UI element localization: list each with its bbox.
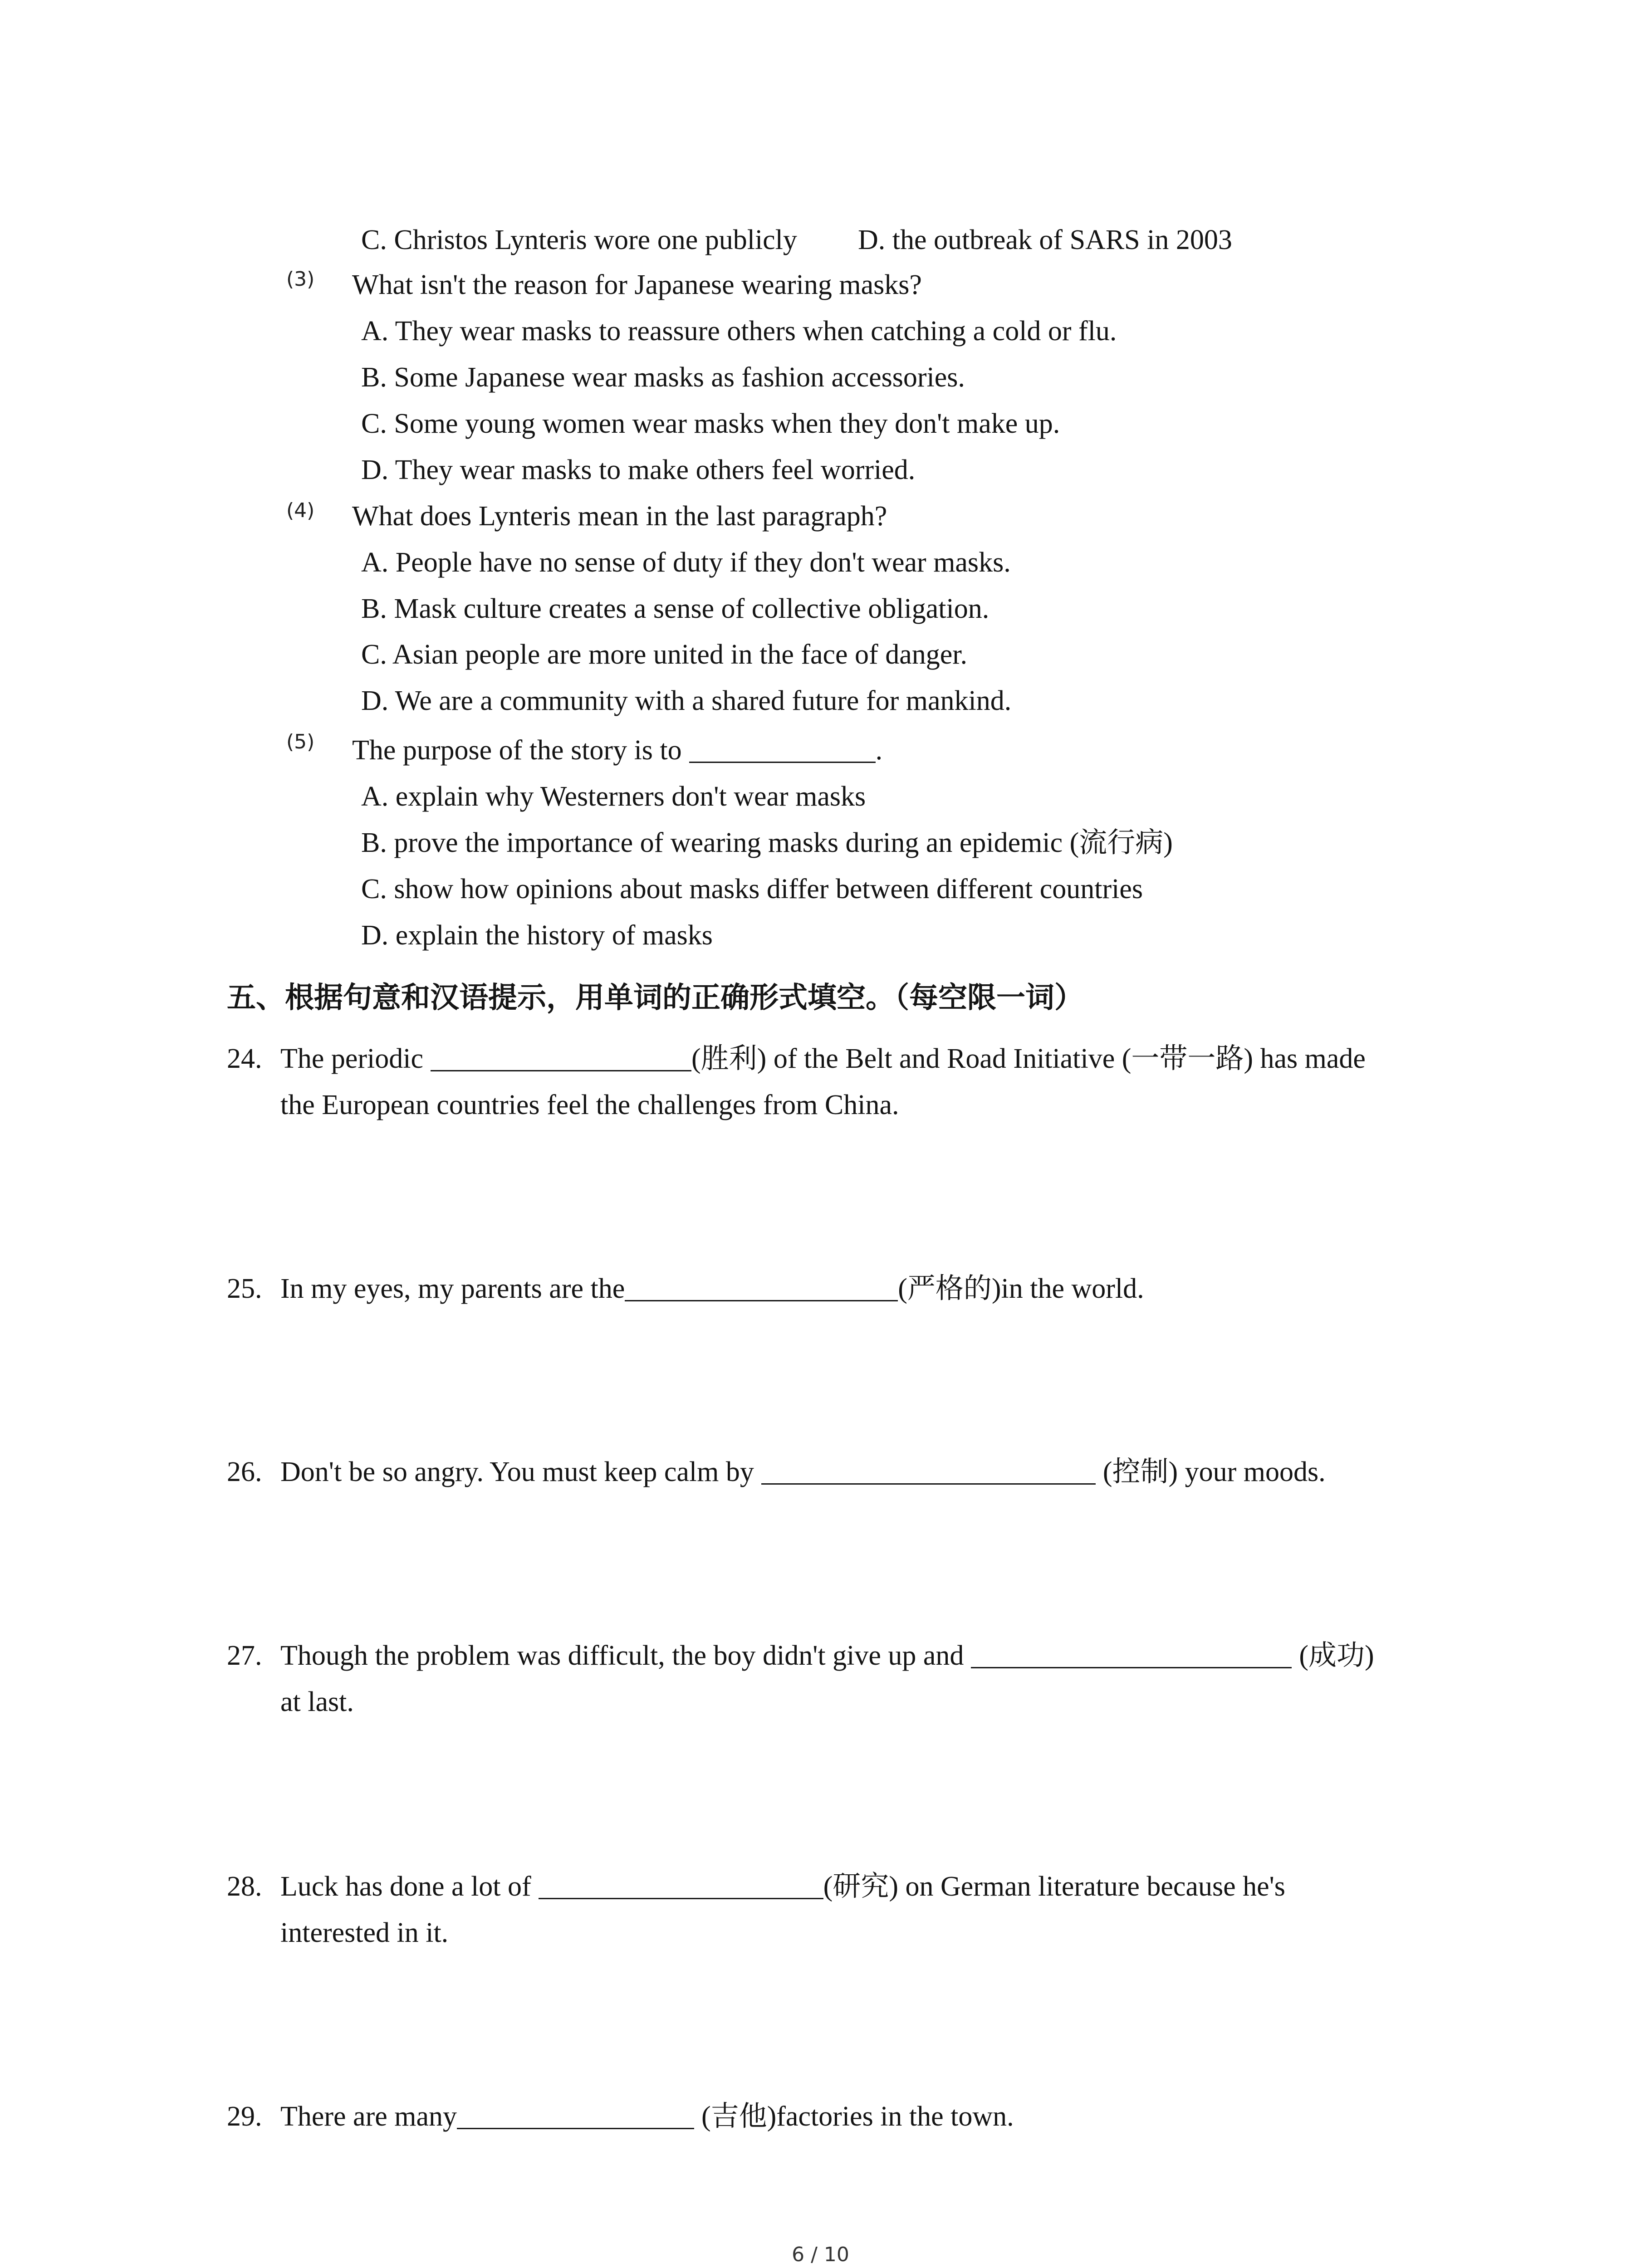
- q5-option-a: A. explain why Westerners don't wear masks: [361, 781, 866, 812]
- q3-option-d: D. They wear masks to make others feel worried.: [361, 455, 916, 485]
- q5-number: (5): [286, 730, 315, 753]
- item-24-number: 24.: [227, 1043, 262, 1074]
- item-26-after: (控制) your moods.: [1102, 1457, 1326, 1487]
- q3-option-b: B. Some Japanese wear masks as fashion accessories.: [361, 362, 965, 393]
- q5-option-b: B. prove the importance of wearing masks during an epidemic (流行病): [361, 827, 1173, 858]
- answer-blank: [539, 1872, 823, 1899]
- item-24-line2: the European countries feel the challenges from China.: [280, 1090, 899, 1120]
- item-27-line1: [280, 1639, 1374, 1672]
- q5-stem: [352, 734, 882, 767]
- item-27-line2: at last.: [280, 1686, 354, 1717]
- q5-option-d: D. explain the history of masks: [361, 920, 713, 951]
- q4-number: (4): [286, 499, 315, 522]
- item-27-after: (成功): [1299, 1640, 1374, 1671]
- item-25-before: In my eyes, my parents are the: [280, 1273, 625, 1304]
- q5-stem-after: .: [875, 735, 883, 766]
- q4-option-a: A. People have no sense of duty if they don't wear masks.: [361, 547, 1011, 578]
- q5-stem-before: The purpose of the story is to: [352, 735, 682, 766]
- item-25-number: 25.: [227, 1273, 262, 1304]
- item-25-after: (严格的)in the world.: [898, 1273, 1144, 1304]
- item-28-number: 28.: [227, 1871, 262, 1902]
- q4-option-d: D. We are a community with a shared future for mankind.: [361, 685, 1012, 716]
- section-heading: 五、根据句意和汉语提示，用单词的正确形式填空。（每空限一词）: [227, 981, 1083, 1015]
- answer-blank: [689, 736, 876, 763]
- answer-blank: [431, 1045, 691, 1071]
- item-28-before: Luck has done a lot of: [280, 1871, 531, 1902]
- q5-option-c: C. show how opinions about masks differ between different countries: [361, 874, 1143, 904]
- item-26-line1: [280, 1456, 1326, 1488]
- q3-option-a: A. They wear masks to reassure others when catching a cold or flu.: [361, 316, 1117, 347]
- answer-blank: [761, 1458, 1096, 1485]
- item-26-before: Don't be so angry. You must keep calm by: [280, 1457, 754, 1487]
- item-29-after: (吉他)factories in the town.: [701, 2101, 1014, 2132]
- item-28-line1: [280, 1870, 1285, 1903]
- item-29-line1: [280, 2100, 1014, 2133]
- item-26-number: 26.: [227, 1457, 262, 1487]
- q4-option-b: B. Mask culture creates a sense of collective obligation.: [361, 593, 989, 624]
- item-29-before: There are many: [280, 2101, 457, 2132]
- q4-stem: What does Lynteris mean in the last paragraph?: [352, 501, 887, 532]
- item-24-before: The periodic: [280, 1043, 424, 1074]
- item-24-line1: [280, 1042, 1366, 1075]
- item-28-line2: interested in it.: [280, 1917, 449, 1948]
- item-28-after: (研究) on German literature because he's: [823, 1871, 1285, 1902]
- item-24-after: (胜利) of the Belt and Road Initiative (一带一路) has made: [691, 1043, 1366, 1074]
- item-27-number: 27.: [227, 1640, 262, 1671]
- item-29-number: 29.: [227, 2101, 262, 2132]
- q3-number: (3): [286, 268, 315, 291]
- page-number: 6 / 10: [792, 2243, 849, 2266]
- item-25-line1: [280, 1272, 1144, 1305]
- answer-blank: [971, 1642, 1292, 1668]
- answer-blank: [625, 1275, 898, 1301]
- q2-option-d: D. the outbreak of SARS in 2003: [858, 225, 1232, 255]
- answer-blank: [457, 2102, 694, 2129]
- q2-option-c: C. Christos Lynteris wore one publicly: [361, 225, 797, 255]
- q3-stem: What isn't the reason for Japanese wearing masks?: [352, 269, 922, 300]
- item-27-before: Though the problem was difficult, the boy didn't give up and: [280, 1640, 964, 1671]
- q4-option-c: C. Asian people are more united in the face of danger.: [361, 639, 967, 670]
- q3-option-c: C. Some young women wear masks when they don't make up.: [361, 408, 1060, 439]
